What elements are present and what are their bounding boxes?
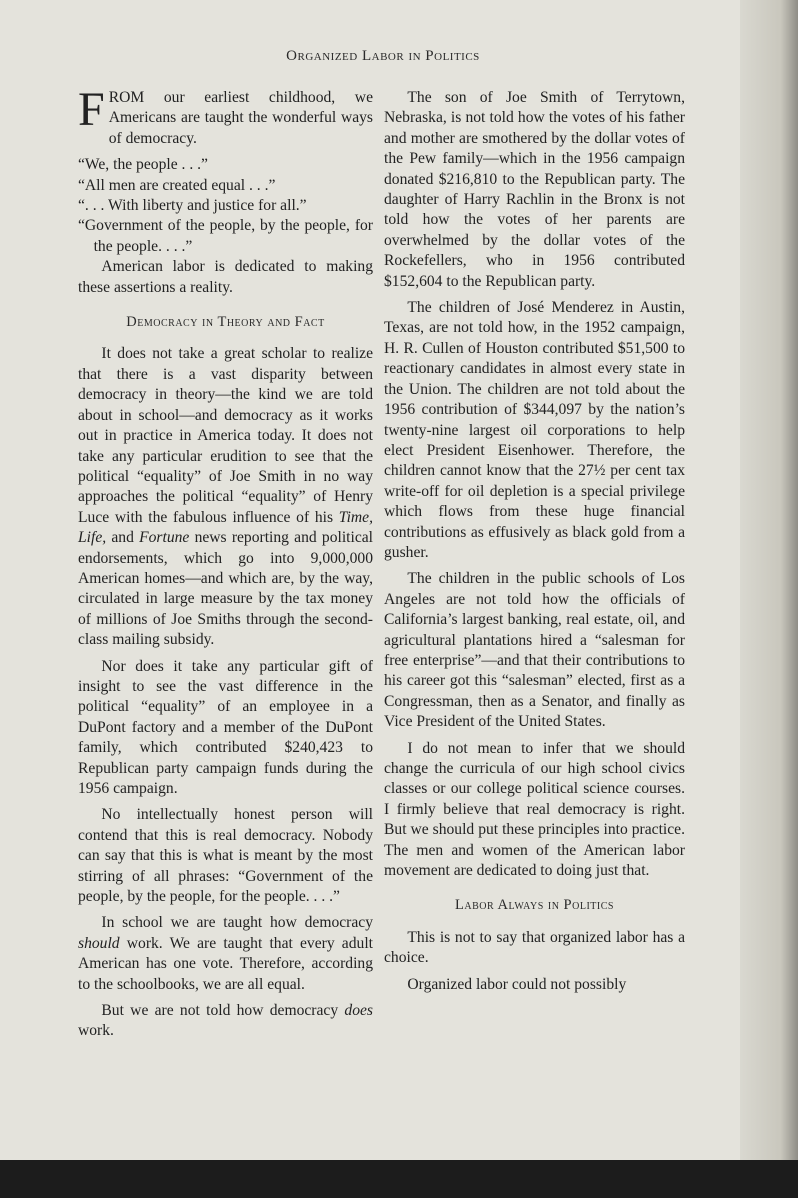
- paragraph-infer: I do not mean to infer that we should change the curricula of our high school civics classes or our college political science courses. I firmly believe that real democracy is right. But we should put these principles into practice. The men and women of the American labor movement are dedicated to doing just that.: [384, 739, 685, 880]
- left-column: [78, 83, 374, 1048]
- page-spine-shadow: [740, 0, 798, 1160]
- paragraph-school: In school we are taught how democracy should work. We are taught that every adult American has one vote. Therefore, according to the schoolbooks, we are all equal.: [78, 914, 373, 993]
- running-head: Organized Labor in Politics: [286, 48, 480, 64]
- paragraph-not-told: But we are not told how democracy does work.: [78, 1002, 373, 1040]
- paragraph-dedicated: American labor is dedicated to making these assertions a reality.: [78, 258, 373, 296]
- paragraph-children: The children of José Menderez in Austin, Texas, are not told how, in the 1952 campaign, H. R. Cullen of Houston contributed $51,500 to reactionary candidates in almost every state in the Union. The children are not told about the 1956 contribution of $344,097 by the nation’s twenty-nine largest oil corporations to help elect President Eisenhower. Therefore, the children cannot know that the 27½ per cent tax write-off for oil depletion is a special privilege which flows from these huge financial contributions as effusively as black gold from a gusher.: [384, 299, 685, 561]
- paragraph-choice: This is not to say that organized labor has a choice.: [384, 928, 685, 967]
- right-column: [384, 88, 685, 1001]
- paragraph-son: The son of Joe Smith of Terrytown, Nebraska, is not told how the votes of his father and mother are smothered by the dollar votes of the Pew family—which in the 1956 campaign donated $216,810 to the Republican party. The daughter of Harry Rachlin in the Bronx is not told how the votes of her parents are overwhelmed by the dollar votes of the Rockefellers, who in 1956 contributed $152,604 to the Republican party.: [384, 89, 685, 290]
- section-heading-labor: Labor Always in Politics: [455, 897, 614, 914]
- paragraph-possibly: Organized labor could not possibly: [407, 975, 627, 993]
- paragraph-gift: Nor does it take any particular gift of insight to see the vast difference in the political “equality” of an employee in a DuPont factory and a member of the DuPont family, which contributed $240,423 to Republican party campaign funds during the 1956 campaign.: [78, 657, 373, 797]
- paragraph-scholar: It does not take a great scholar to realize that there is a vast disparity between democracy in theory—the kind we are told about in school—and democracy as it works out in practice in America today. It does not take any particular erudition to see that the political “equality” of Joe Smith in no way approaches the political “equality” of Henry Luce with the fabulous influence of his Time, Life, and Fortune news reporting and political endorsements, which go into 9,000,000 American homes—and which are, by the way, circulated in large measure by the tax money of millions of Joe Smiths through the second-class mailing subsidy.: [78, 345, 374, 649]
- section-heading-democracy: Democracy in Theory and Fact: [126, 314, 325, 331]
- quote-equal: “All men are created equal . . .”: [78, 176, 276, 194]
- intro-paragraph: FROM our earliest childhood, we Americans are taught the wonderful ways of democracy.: [78, 83, 373, 147]
- drop-cap: F: [78, 83, 105, 136]
- quote-government: “Government of the people, by the people, for the people. . . .”: [78, 217, 373, 255]
- paragraph-los-angeles: The children in the public schools of Los Angeles are not told how the officials of California’s largest banking, real estate, oil, and agricultural plantations hired a “salesman for free enterprise”—and that their contributions to his career got this “salesman” elected, first as a Congressman, then as a Senator, and finally as Vice President of the United States.: [384, 570, 685, 731]
- quote-people: “We, the people . . .”: [78, 156, 208, 174]
- paragraph-honest: No intellectually honest person will contend that this is real democracy. Nobody can say that this is what is meant by the most stirring of all phrases: “Government of the people, by the people, for the people. . . .”: [78, 806, 373, 906]
- quote-liberty: “. . . With liberty and justice for all.”: [78, 197, 307, 215]
